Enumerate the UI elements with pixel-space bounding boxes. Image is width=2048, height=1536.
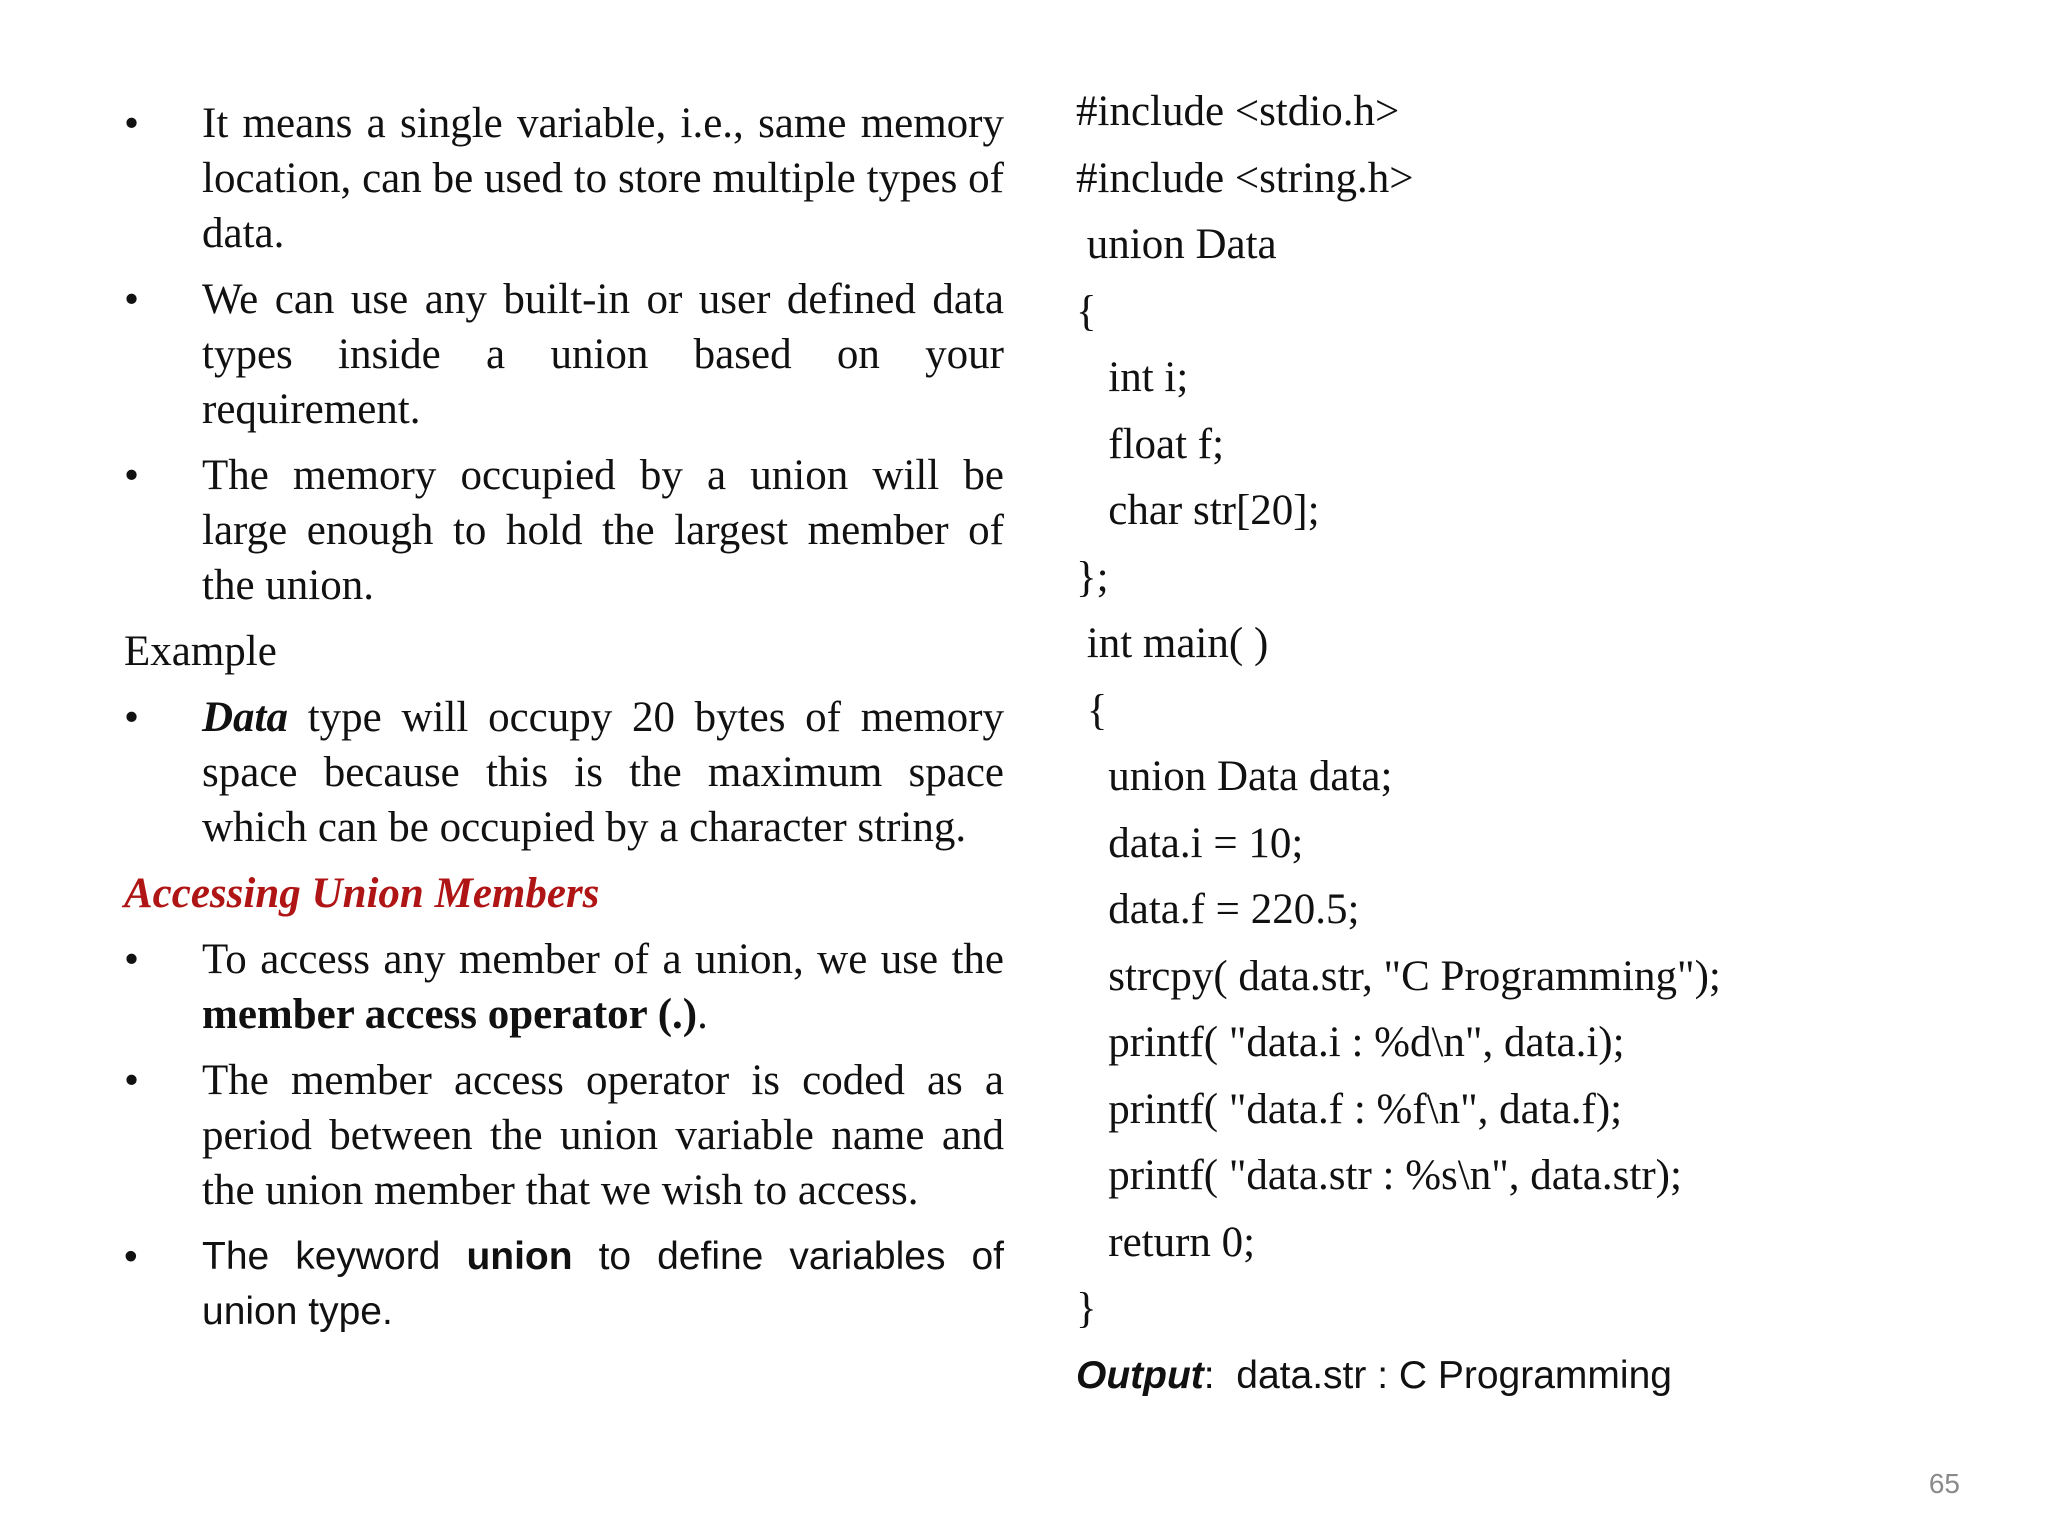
bullet-text: The keyword [202,1235,467,1278]
bullet-text: To access any member of a union, we use the [202,936,1004,983]
bullet-icon: • [124,276,140,323]
code-line: printf( "data.f : %f\n", data.f); [1076,1085,1623,1133]
bullet-text: type will occupy 20 bytes of memory space because this is the maximum space which can be occupied by a character string. [202,694,1004,851]
output-separator: : [1203,1353,1237,1397]
bold-text: union [466,1235,573,1278]
code-line: }; [1076,553,1109,601]
code-line: printf( "data.i : %d\n", data.i); [1076,1019,1625,1066]
bullet-text: The memory occupied by a union will be large enough to hold the largest member of the union. [202,452,1004,609]
bullet-text: The member access operator is coded as a period between the union variable name and the union member that we wish to access. [202,1057,1004,1214]
code-column [1076,84,1976,1403]
code-line: printf( "data.str : %s\n", data.str); [1076,1152,1682,1199]
code-line: char str[20]; [1076,487,1320,534]
bullet-icon: • [124,100,140,147]
code-line: #include <stdio.h> [1076,88,1400,135]
code-line: union Data [1076,221,1277,268]
bullet-item [124,96,1004,261]
code-line: strcpy( data.str, "C Programming"); [1076,952,1721,1000]
bullet-item [124,1229,1004,1339]
code-line: { [1076,287,1097,335]
bullet-text: We can use any built-in or user defined data types inside a union based on your requirement. [202,276,1004,433]
code-line: #include <string.h> [1076,154,1414,202]
code-line: return 0; [1076,1218,1256,1266]
bullet-icon: • [124,1057,140,1104]
emphasis-text: Data [202,694,288,741]
code-line: float f; [1076,420,1225,468]
code-line: union Data data; [1076,753,1393,800]
bullet-icon: • [124,936,140,983]
bullet-icon: • [124,694,140,741]
code-line: data.i = 10; [1076,819,1304,867]
page-number: 65 [1928,1468,1960,1499]
bullet-item [124,272,1004,437]
code-line: int main( ) [1076,620,1269,667]
bullet-icon: • [124,1235,138,1278]
bullet-item [124,1053,1004,1218]
section-heading: Accessing Union Members [124,870,600,917]
output-line [1076,1348,1976,1403]
output-label: Output [1076,1353,1204,1397]
bullet-text: It means a single variable, i.e., same memory location, can be used to store multiple types of data. [202,100,1004,257]
bullet-text: . [697,991,708,1038]
bullet-text: to define variables of union type. [202,1235,1004,1333]
code-line: { [1076,686,1108,734]
example-label: Example [124,628,277,675]
code-line: int i; [1076,354,1189,401]
bullet-item [124,932,1004,1042]
code-line: data.f = 220.5; [1076,886,1360,933]
bold-text: member access operator (.) [202,991,698,1038]
bullet-icon: • [124,452,140,499]
bullet-item [124,448,1004,613]
left-column [124,96,1004,1350]
code-line: } [1076,1285,1097,1332]
output-value: data.str : C Programming [1236,1353,1672,1397]
bullet-item [124,690,1004,855]
